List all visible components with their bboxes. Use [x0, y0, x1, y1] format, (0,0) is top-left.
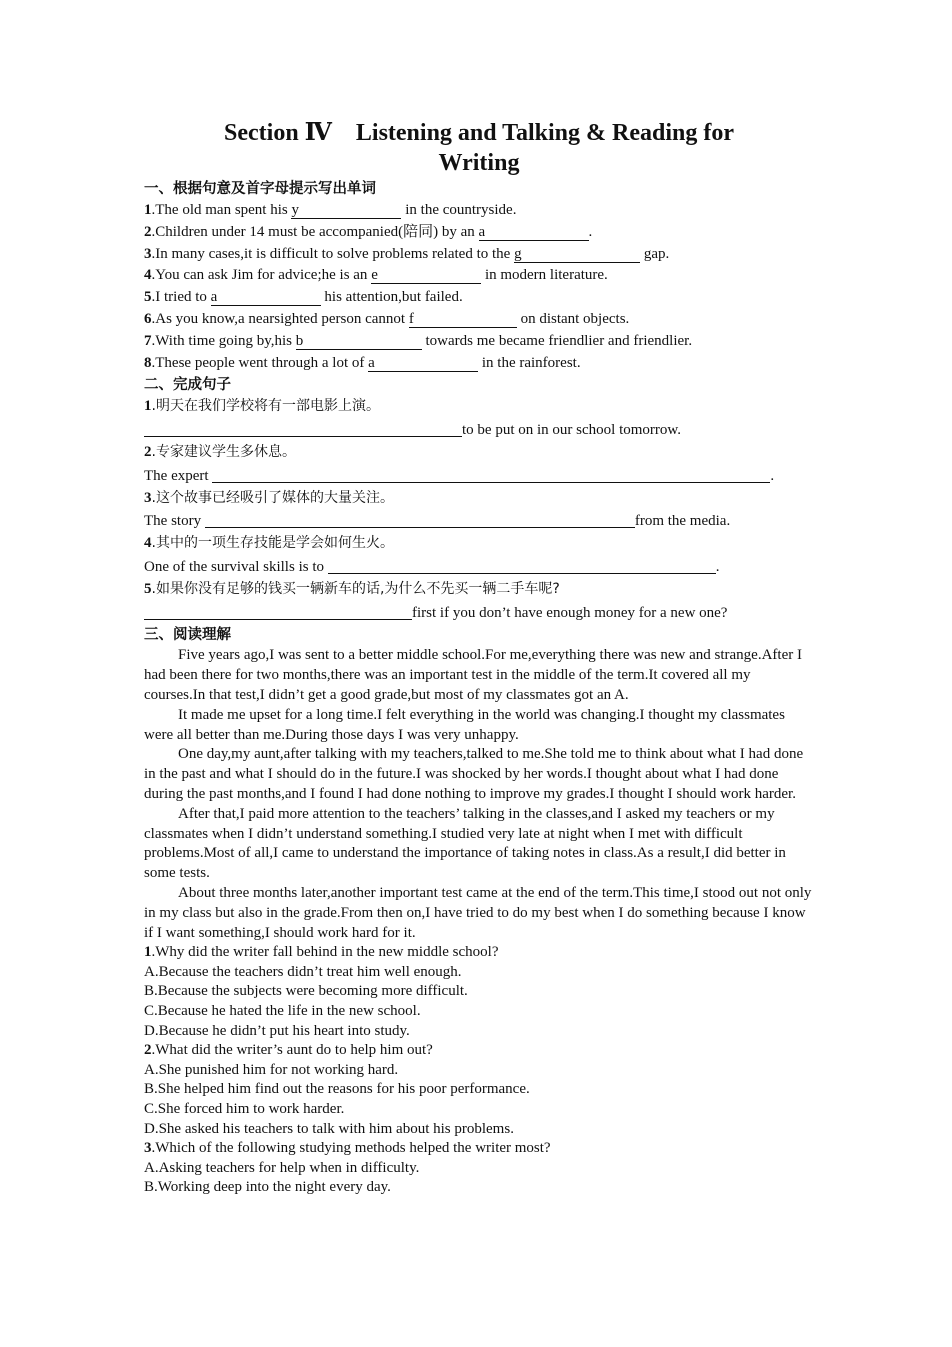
item-text-after: in the countryside.: [401, 202, 517, 218]
answer-tail: .: [770, 467, 775, 484]
question-1: [144, 943, 814, 1041]
passage-paragraph: One day,my aunt,after talking with my teachers,talked to me.She told me to think about what I had done in the past and what I should do in the future.I was shocked by her words.I thought about what I had done during the past months,and I found I had done nothing to improve my grades.I thought I should work harder.: [144, 746, 804, 802]
answer-line[interactable]: [144, 421, 462, 437]
vocab-item: [144, 200, 814, 222]
chinese-sentence: .其中的一项生存技能是学会如何生火。: [151, 535, 394, 552]
sentence-answer: [144, 555, 814, 579]
option-b[interactable]: B.Because the subjects were becoming more difficult.: [144, 983, 468, 1000]
answer-tail: from the media.: [634, 513, 731, 530]
item-number: 5: [144, 289, 152, 306]
chinese-sentence: .这个故事已经吸引了媒体的大量关注。: [151, 489, 394, 506]
item-text-after: his attention,but failed.: [320, 289, 463, 306]
sentence-answer: [144, 601, 814, 625]
answer-tail: .: [715, 558, 720, 575]
chinese-sentence: .如果你没有足够的钱买一辆新车的话,为什么不先买一辆二手车呢?: [151, 580, 560, 597]
reading-passage: [144, 646, 814, 943]
passage-paragraph: After that,I paid more attention to the teachers’ talking in the classes,and I asked my teachers or my classmates when I didn’t understand something.I studied very late at night when I met with difficult problems.Most of all,I came to understand the importance of taking notes in class.As a result,I did better in some tests.: [144, 805, 786, 882]
sentence-prompt: [144, 442, 814, 464]
item-number: 6: [144, 310, 152, 327]
item-text-before: .You can ask Jim for advice;he is an: [151, 267, 372, 284]
title-line-1: Section Ⅳ Listening and Talking & Reading for: [224, 120, 734, 146]
sentence-answer: [144, 464, 814, 488]
question-number: 3: [144, 1140, 152, 1157]
option-d[interactable]: D.Because he didn’t put his heart into study.: [144, 1022, 410, 1039]
vocab-item: [144, 265, 814, 287]
part2-heading: 二、完成句子: [144, 377, 231, 394]
answer-line[interactable]: [328, 558, 716, 574]
item-text-before: .In many cases,it is difficult to solve problems related to the: [151, 245, 515, 262]
vocab-item: [144, 287, 814, 309]
answer-tail: to be put on in our school tomorrow.: [462, 422, 682, 439]
item-text-after: .: [588, 223, 593, 240]
option-b[interactable]: B.She helped him find out the reasons for his poor performance.: [144, 1081, 530, 1098]
item-number: 5: [144, 580, 152, 597]
part2-items: [144, 396, 814, 624]
sentence-prompt: [144, 579, 814, 601]
option-a[interactable]: A.Because the teachers didn’t treat him well enough.: [144, 963, 462, 980]
answer-blank[interactable]: a: [368, 356, 478, 372]
item-text-before: .These people went through a lot of: [151, 354, 369, 371]
question-number: 2: [144, 1042, 152, 1059]
question-text: .Why did the writer fall behind in the new middle school?: [151, 944, 499, 961]
answer-blank[interactable]: b: [296, 334, 422, 350]
sentence-answer: [144, 418, 814, 442]
answer-line[interactable]: [205, 512, 635, 528]
question-number: 1: [144, 944, 152, 961]
answer-lead: The story: [144, 513, 205, 530]
title-line-2: Writing: [438, 150, 520, 176]
item-text-before: .As you know,a nearsighted person cannot: [151, 310, 409, 327]
answer-blank[interactable]: y: [291, 203, 401, 219]
vocab-item: [144, 331, 814, 353]
item-text-after: towards me became friendlier and friendlier.: [421, 332, 693, 349]
answer-line[interactable]: [144, 604, 412, 620]
item-number: 1: [144, 202, 152, 218]
answer-lead: One of the survival skills is to: [144, 558, 328, 575]
sentence-answer: [144, 509, 814, 533]
vocab-item: [144, 309, 814, 331]
item-number: 1: [144, 398, 152, 415]
item-text-before: .With time going by,his: [151, 332, 296, 349]
question-text: .Which of the following studying methods helped the writer most?: [151, 1140, 551, 1157]
question-stem: [144, 1139, 814, 1159]
item-text-before: .I tried to: [151, 289, 211, 306]
sentence-prompt: [144, 488, 814, 510]
item-text-before: .The old man spent his: [151, 202, 292, 218]
question-2: [144, 1041, 814, 1139]
item-number: 2: [144, 223, 152, 240]
item-number: 3: [144, 489, 152, 506]
page-title: [144, 118, 814, 178]
item-number: 7: [144, 332, 152, 349]
chinese-sentence: .明天在我们学校将有一部电影上演。: [151, 398, 380, 415]
answer-tail: first if you don’t have enough money for a new one?: [412, 604, 728, 621]
question-3: [144, 1139, 814, 1198]
item-number: 3: [144, 245, 152, 262]
option-b[interactable]: B.Working deep into the night every day.: [144, 1179, 391, 1196]
vocab-item: [144, 353, 814, 375]
sentence-prompt: [144, 533, 814, 555]
option-c[interactable]: C.She forced him to work harder.: [144, 1101, 345, 1118]
question-stem: [144, 1041, 814, 1061]
part1-items: [144, 200, 814, 374]
item-number: 4: [144, 267, 152, 284]
chinese-sentence: .专家建议学生多休息。: [151, 443, 296, 460]
item-text-before: .Children under 14 must be accompanied(陪同) by an: [151, 223, 479, 240]
answer-blank[interactable]: f: [409, 312, 517, 328]
option-a[interactable]: A.She punished him for not working hard.: [144, 1061, 399, 1078]
answer-lead: The expert: [144, 467, 213, 484]
option-d[interactable]: D.She asked his teachers to talk with him about his problems.: [144, 1120, 514, 1137]
part1-heading: 一、根据句意及首字母提示写出单词: [144, 181, 376, 197]
answer-blank[interactable]: e: [371, 268, 481, 284]
answer-blank[interactable]: a: [479, 225, 589, 241]
vocab-item: [144, 244, 814, 266]
option-a[interactable]: A.Asking teachers for help when in difficulty.: [144, 1159, 420, 1176]
answer-blank[interactable]: g: [514, 247, 640, 263]
vocab-item: [144, 222, 814, 244]
part3-heading: 三、阅读理解: [144, 627, 231, 644]
passage-paragraph: It made me upset for a long time.I felt everything in the world was changing.I thought my classmates were all better than me.During those days I was very unhappy.: [144, 706, 785, 743]
item-number: 4: [144, 535, 152, 552]
passage-paragraph: About three months later,another important test came at the end of the term.This time,I stood out not only in my class but also in the grade.From then on,I have tried to do my best when I do something because I know if I want something,I should work hard for it.: [144, 884, 812, 941]
item-text-after: gap.: [640, 245, 670, 262]
item-text-after: on distant objects.: [516, 310, 630, 327]
item-number: 8: [144, 354, 152, 371]
question-stem: [144, 943, 814, 963]
answer-blank[interactable]: a: [211, 290, 321, 306]
worksheet-page: [144, 118, 814, 1198]
item-number: 2: [144, 443, 152, 460]
passage-paragraph: Five years ago,I was sent to a better middle school.For me,everything there was new and strange.After I had been there for two months,there was an important test in the middle of the term.It covered all my courses.In that test,I didn’t get a good grade,but most of my classmates got an A.: [144, 647, 802, 703]
item-text-after: in modern literature.: [481, 267, 608, 284]
sentence-prompt: [144, 396, 814, 418]
answer-line[interactable]: [212, 467, 770, 483]
question-text: .What did the writer’s aunt do to help him out?: [151, 1042, 433, 1059]
option-c[interactable]: C.Because he hated the life in the new school.: [144, 1003, 421, 1020]
item-text-after: in the rainforest.: [478, 354, 581, 371]
